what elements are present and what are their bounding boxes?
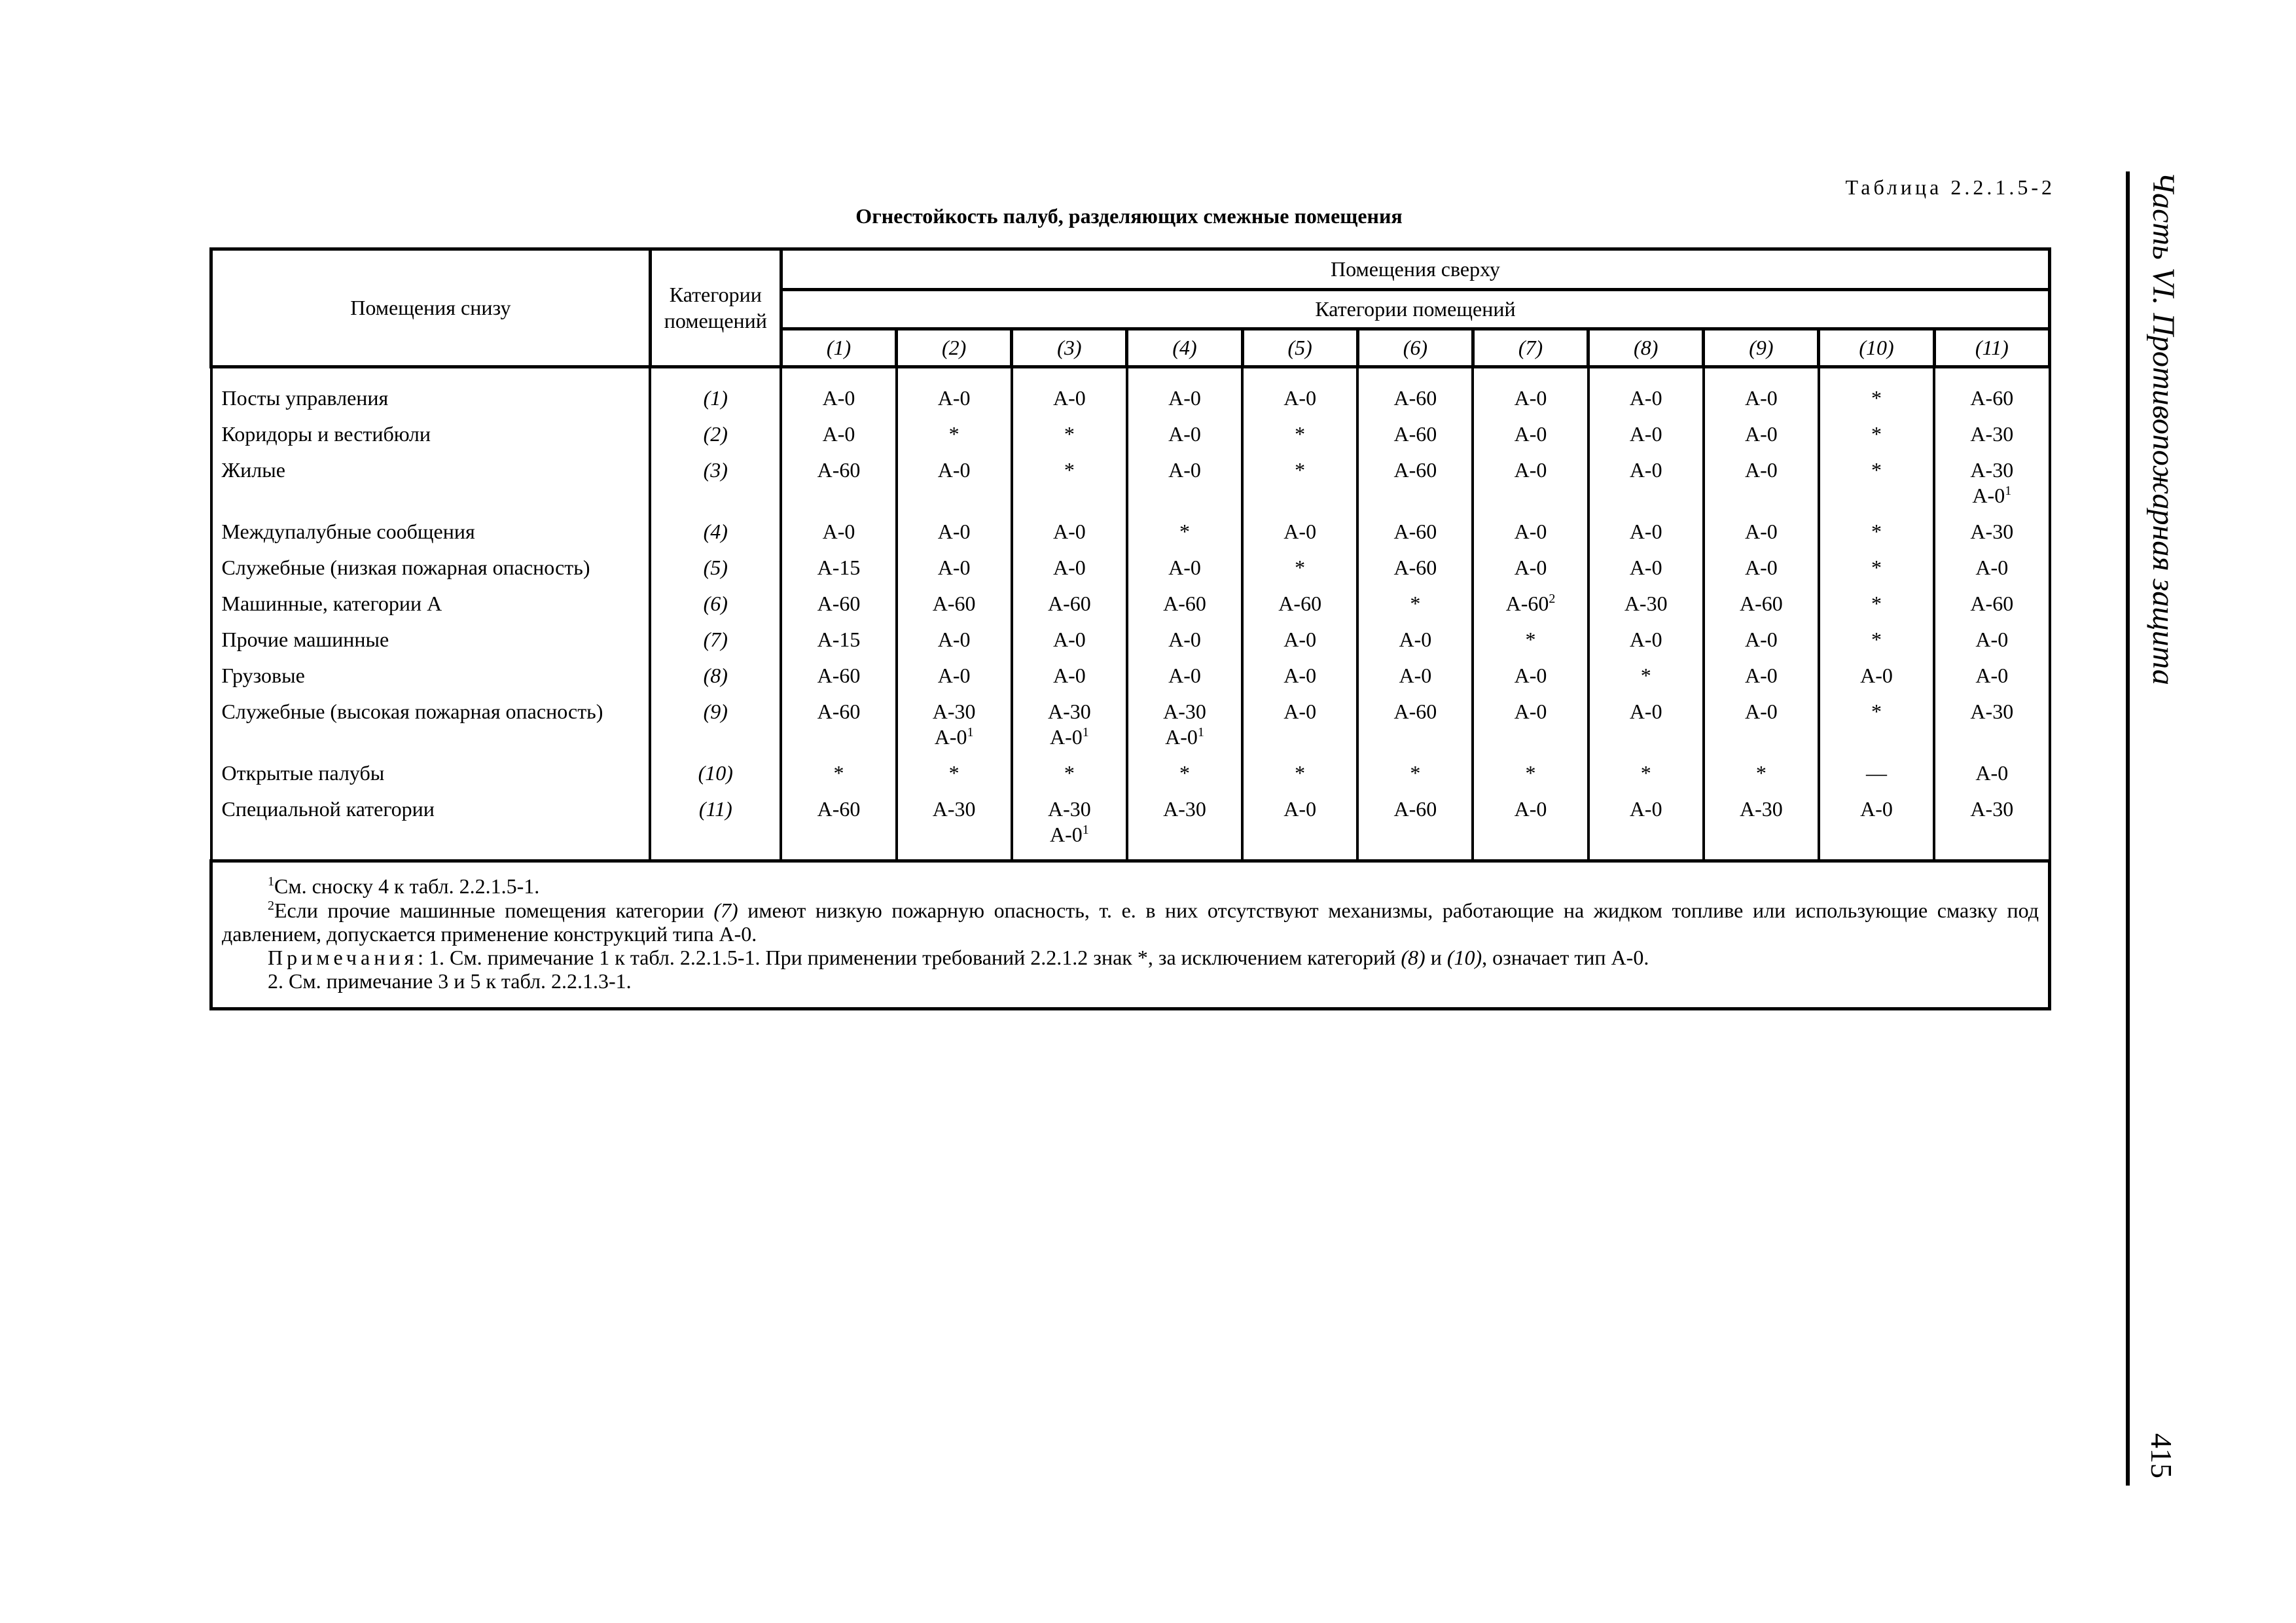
header-categories: Категории помещений: [650, 249, 781, 367]
rating-cell: A-60: [897, 580, 1012, 616]
rating-cell: A-30 $A-0^1$: [1012, 688, 1127, 750]
room-name: Специальной категории: [211, 786, 651, 861]
table-row: [211, 367, 2050, 412]
room-category: (2): [650, 411, 781, 447]
rating-cell: *: [1819, 367, 1934, 412]
room-category: (5): [650, 544, 781, 580]
rating-cell: A-0: [1704, 544, 1819, 580]
rating-cell: *: [1357, 750, 1473, 786]
rating-cell: A-0: [1242, 786, 1357, 861]
rating-cell: A-0: [1588, 544, 1704, 580]
rating-cell: A-30: [897, 786, 1012, 861]
rating-cell: A-0: [897, 508, 1012, 544]
rating-cell: A-0: [781, 367, 896, 412]
rating-cell: *: [897, 411, 1012, 447]
rating-cell: A-0: [1704, 508, 1819, 544]
rating-cell: A-0: [1012, 652, 1127, 688]
rating-cell: *: [1357, 580, 1473, 616]
table-row: [211, 544, 2050, 580]
rating-cell: A-0: [1588, 367, 1704, 412]
rating-cell: $A-60^2$: [1473, 580, 1588, 616]
rating-cell: A-0: [1357, 616, 1473, 652]
rating-cell: *: [1819, 688, 1934, 750]
rating-cell: A-60: [1704, 580, 1819, 616]
rating-cell: A-0: [1588, 688, 1704, 750]
rating-cell: A-30 $A-0^1$: [1127, 688, 1242, 750]
room-category: (10): [650, 750, 781, 786]
rating-cell: A-30: [1588, 580, 1704, 616]
table-number-label: Таблица 2.2.1.5-2: [1845, 175, 2055, 199]
table-row: [211, 616, 2050, 652]
room-category: (3): [650, 447, 781, 508]
rating-cell: A-0: [1704, 616, 1819, 652]
rating-cell: A-0: [1588, 447, 1704, 508]
rating-cell: *: [1012, 750, 1127, 786]
rating-cell: A-0: [1127, 652, 1242, 688]
rating-cell: *: [1473, 750, 1588, 786]
rating-cell: A-0: [781, 411, 896, 447]
rating-cell: A-0: [1012, 508, 1127, 544]
rating-cell: A-60: [1242, 580, 1357, 616]
rating-cell: A-0: [1357, 652, 1473, 688]
column-header: (1): [781, 329, 896, 367]
rating-cell: A-0: [897, 616, 1012, 652]
table-row: [211, 580, 2050, 616]
rating-cell: A-0: [1473, 447, 1588, 508]
column-header: (5): [1242, 329, 1357, 367]
rating-cell: A-60: [1357, 411, 1473, 447]
column-header: (6): [1357, 329, 1473, 367]
rating-cell: A-60: [781, 580, 896, 616]
rating-cell: A-0: [1704, 652, 1819, 688]
rating-cell: *: [1012, 447, 1127, 508]
room-name: Прочие машинные: [211, 616, 651, 652]
footnote-2: $^2$Если прочие машинные помещения категории (7) имеют низкую пожарную опасность, т. е. в них отсутствуют механизмы, работающие на жидком топливе или использующие смазку под давлением, допускается применение конструкций типа A-0.: [222, 898, 2039, 946]
rating-cell: A-0: [1934, 750, 2049, 786]
rating-cell: *: [1819, 447, 1934, 508]
rating-cell: A-0: [1127, 544, 1242, 580]
header-rooms-above: Помещения сверху: [781, 249, 2049, 290]
rating-cell: A-0: [781, 508, 896, 544]
rating-cell: A-15: [781, 616, 896, 652]
rating-cell: A-0: [1934, 616, 2049, 652]
room-name: Жилые: [211, 447, 651, 508]
room-name: Грузовые: [211, 652, 651, 688]
rating-cell: A-0: [1127, 616, 1242, 652]
rating-cell: A-30: [1934, 786, 2049, 861]
rating-cell: *: [897, 750, 1012, 786]
rating-cell: A-0: [1127, 367, 1242, 412]
rating-cell: A-0: [1819, 652, 1934, 688]
table-row: [211, 508, 2050, 544]
rating-cell: *: [1819, 616, 1934, 652]
room-name: Междупалубные сообщения: [211, 508, 651, 544]
rating-cell: A-60: [1357, 786, 1473, 861]
room-category: (11): [650, 786, 781, 861]
rating-cell: A-0: [1704, 688, 1819, 750]
rating-cell: A-0: [1588, 786, 1704, 861]
room-category: (4): [650, 508, 781, 544]
rating-cell: A-0: [897, 447, 1012, 508]
rating-cell: A-60: [781, 447, 896, 508]
header-rooms-below: Помещения снизу: [211, 249, 651, 367]
rating-cell: A-0: [1012, 544, 1127, 580]
header-categories-above: Категории помещений: [781, 290, 2049, 329]
rating-cell: A-30 $A-0^1$: [1934, 447, 2049, 508]
rating-cell: A-60: [1357, 447, 1473, 508]
rating-cell: A-60: [1012, 580, 1127, 616]
rating-cell: A-0: [1473, 411, 1588, 447]
rating-cell: A-60: [1934, 367, 2049, 412]
rating-cell: A-0: [1127, 411, 1242, 447]
table-row: [211, 411, 2050, 447]
rating-cell: *: [1242, 750, 1357, 786]
rating-cell: A-0: [1473, 367, 1588, 412]
rating-cell: *: [1242, 544, 1357, 580]
room-name: Машинные, категории A: [211, 580, 651, 616]
rating-cell: A-60: [781, 786, 896, 861]
rating-cell: *: [1127, 750, 1242, 786]
rating-cell: A-60: [1357, 508, 1473, 544]
rating-cell: A-0: [897, 544, 1012, 580]
column-header: (9): [1704, 329, 1819, 367]
side-rule: [2126, 171, 2130, 1486]
rating-cell: A-30 $A-0^1$: [897, 688, 1012, 750]
rating-cell: *: [1012, 411, 1127, 447]
column-header: (4): [1127, 329, 1242, 367]
rating-cell: *: [1819, 411, 1934, 447]
table-row: [211, 786, 2050, 861]
rating-cell: *: [781, 750, 896, 786]
rating-cell: *: [1242, 447, 1357, 508]
rating-cell: A-30: [1934, 411, 2049, 447]
rating-cell: *: [1704, 750, 1819, 786]
rating-cell: *: [1473, 616, 1588, 652]
column-header: (10): [1819, 329, 1934, 367]
rating-cell: A-0: [1242, 616, 1357, 652]
table-notes: [211, 861, 2050, 1009]
rating-cell: A-0: [1012, 367, 1127, 412]
rating-cell: A-0: [897, 367, 1012, 412]
rating-cell: A-60: [781, 652, 896, 688]
rating-cell: *: [1127, 508, 1242, 544]
room-name: Служебные (низкая пожарная опасность): [211, 544, 651, 580]
rating-cell: A-60: [1127, 580, 1242, 616]
rating-cell: A-15: [781, 544, 896, 580]
rating-cell: A-60: [1357, 367, 1473, 412]
table-row: [211, 447, 2050, 508]
room-category: (7): [650, 616, 781, 652]
rating-cell: *: [1588, 750, 1704, 786]
table-row: [211, 688, 2050, 750]
rating-cell: *: [1819, 508, 1934, 544]
rating-cell: A-0: [1819, 786, 1934, 861]
rating-cell: A-60: [1934, 580, 2049, 616]
rating-cell: A-30: [1704, 786, 1819, 861]
rating-cell: A-0: [1588, 508, 1704, 544]
rating-cell: A-0: [1473, 786, 1588, 861]
rating-cell: A-0: [1473, 544, 1588, 580]
rating-cell: A-0: [1242, 688, 1357, 750]
rating-cell: A-0: [1012, 616, 1127, 652]
table-row: [211, 750, 2050, 786]
rating-cell: A-60: [1357, 688, 1473, 750]
rating-cell: A-60: [781, 688, 896, 750]
room-name: Открытые палубы: [211, 750, 651, 786]
rating-cell: A-0: [1242, 652, 1357, 688]
room-name: Посты управления: [211, 367, 651, 412]
rating-cell: A-0: [1242, 367, 1357, 412]
rating-cell: A-0: [1473, 688, 1588, 750]
column-header: (11): [1934, 329, 2049, 367]
rating-cell: A-0: [1242, 508, 1357, 544]
rating-cell: A-0: [1473, 508, 1588, 544]
rating-cell: *: [1819, 580, 1934, 616]
rating-cell: A-0: [1704, 367, 1819, 412]
column-header: (2): [897, 329, 1012, 367]
table-title: Огнестойкость палуб, разделяющих смежные помещения: [855, 204, 1403, 228]
rating-cell: A-30: [1127, 786, 1242, 861]
rating-cell: *: [1242, 411, 1357, 447]
room-name: Коридоры и вестибюли: [211, 411, 651, 447]
rating-cell: A-0: [897, 652, 1012, 688]
note-2: 2. См. примечание 3 и 5 к табл. 2.2.1.3-1.: [268, 969, 632, 993]
note-1: Примечания: 1. См. примечание 1 к табл. 2.2.1.5-1. При применении требований 2.2.1.2 знак *, за исключением категорий (8) и (10), означает тип A-0.: [268, 945, 1649, 969]
room-category: (1): [650, 367, 781, 412]
fire-resistance-table: [209, 247, 2051, 1010]
rating-cell: A-0: [1934, 652, 2049, 688]
room-category: (6): [650, 580, 781, 616]
column-header: (3): [1012, 329, 1127, 367]
rating-cell: A-30: [1934, 508, 2049, 544]
rating-cell: A-0: [1588, 411, 1704, 447]
column-header: (8): [1588, 329, 1704, 367]
room-category: (8): [650, 652, 781, 688]
rating-cell: *: [1588, 652, 1704, 688]
rating-cell: A-0: [1704, 447, 1819, 508]
rating-cell: —: [1819, 750, 1934, 786]
rating-cell: A-0: [1127, 447, 1242, 508]
footnote-1: $^1$См. сноску 4 к табл. 2.2.1.5-1.: [268, 874, 540, 899]
page-number: 415: [2145, 1433, 2178, 1478]
room-name: Служебные (высокая пожарная опасность): [211, 688, 651, 750]
column-header: (7): [1473, 329, 1588, 367]
table-row: [211, 652, 2050, 688]
rating-cell: A-30: [1934, 688, 2049, 750]
rating-cell: A-0: [1704, 411, 1819, 447]
rating-cell: A-30 $A-0^1$: [1012, 786, 1127, 861]
room-category: (9): [650, 688, 781, 750]
rating-cell: A-0: [1588, 616, 1704, 652]
rating-cell: A-0: [1473, 652, 1588, 688]
rating-cell: *: [1819, 544, 1934, 580]
rating-cell: A-60: [1357, 544, 1473, 580]
rating-cell: A-0: [1934, 544, 2049, 580]
side-part-title: Часть VI. Противопожарная защита: [2146, 171, 2181, 685]
